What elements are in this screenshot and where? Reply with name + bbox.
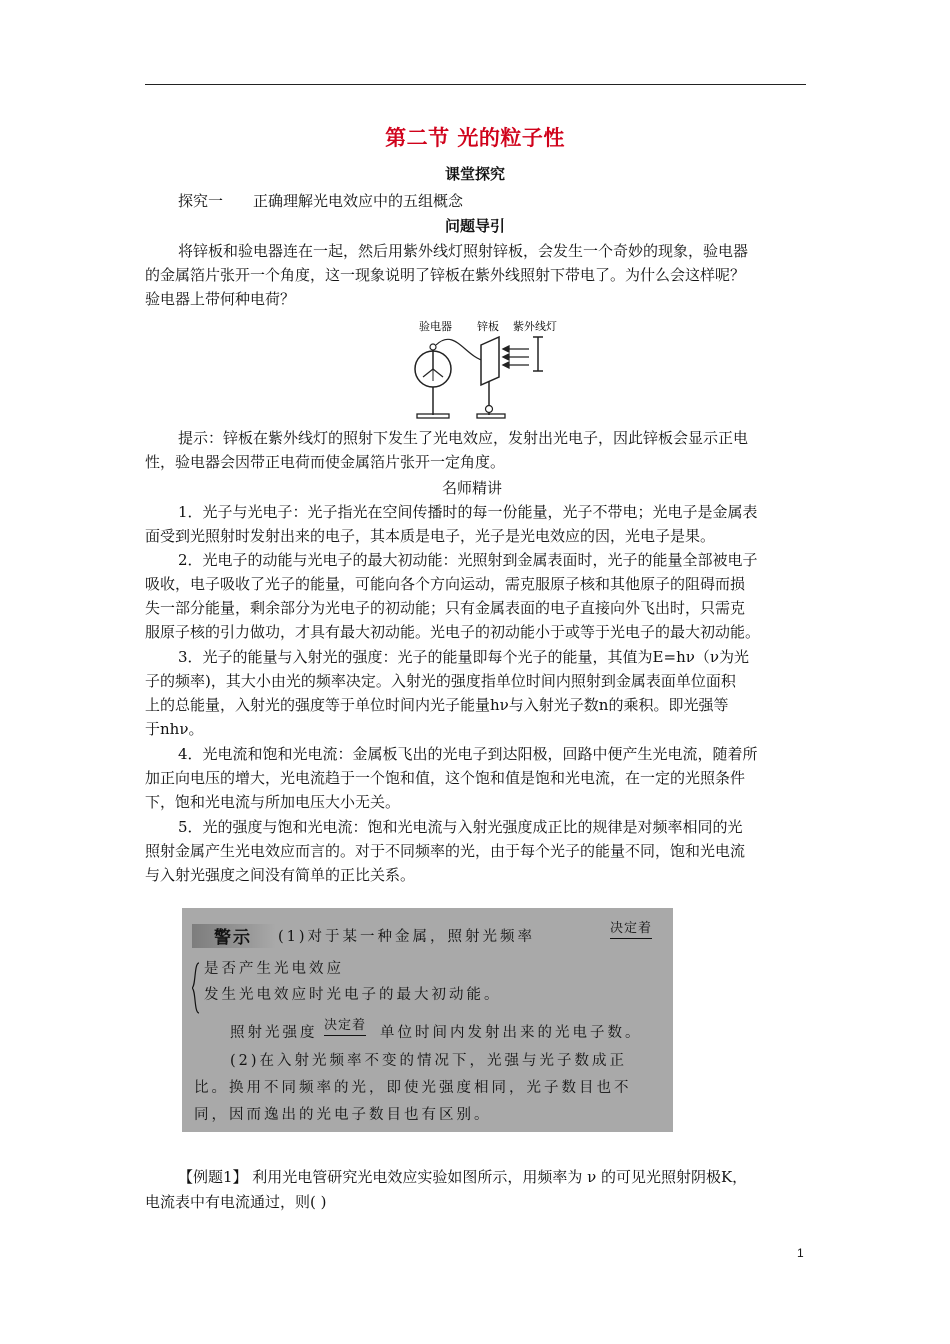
warning-line: 同，因而逸出的光电子数目也有区别。 (194, 1107, 492, 1123)
point-line: 5．光的强度与饱和光电流：饱和光电流与入射光强度成正比的规律是对频率相同的光 (178, 818, 743, 836)
explore-topic: 正确理解光电效应中的五组概念 (253, 192, 464, 210)
uv-lamp-icon (533, 337, 543, 371)
header-rule (145, 84, 806, 85)
warning-line: 照射光强度 (230, 1025, 318, 1041)
electroscope-label: 验电器 (419, 320, 452, 333)
uv-ray-arrows (503, 346, 529, 368)
point-line: 于nhν。 (145, 720, 204, 738)
point-line: 失一部分能量，剩余部分为光电子的初动能；只有金属表面的电子直接向外飞出时，只需克 (145, 599, 746, 617)
question-line: 将锌板和验电器连在一起，然后用紫外线灯照射锌板，会发生一个奇妙的现象，验电器 (178, 242, 749, 260)
arrow-label: 决定着 (324, 1014, 366, 1036)
point-line: 下，饱和光电流与所加电压大小无关。 (145, 793, 401, 811)
explore-label: 探究一 (178, 192, 224, 210)
zinc-plate-icon (481, 337, 499, 385)
page-title: 第二节 光的粒子性 (385, 125, 565, 150)
point-line: 子的频率)，其大小由光的频率决定。入射光的强度指单位时间内照射到金属表面单位面积 (145, 672, 736, 690)
warning-line: 是否产生光电效应 (204, 961, 344, 977)
point-line: 与入射光强度之间没有简单的正比关系。 (145, 866, 416, 884)
point-line: 面受到光照射时发射出来的电子，其本质是电子，光子是光电效应的因，光电子是果。 (145, 527, 716, 545)
uv-lamp-label: 紫外线灯 (513, 320, 557, 333)
hint-line: 性，验电器会因带正电荷而使金属箔片张开一定角度。 (145, 453, 506, 471)
example-line: 【例题1】 利用光电管研究光电效应实验如图所示，用频率为 ν 的可见光照射阴极K， (178, 1168, 748, 1186)
warning-tag: 警示 (192, 924, 276, 948)
warning-line: 单位时间内发射出来的光电子数。 (380, 1025, 643, 1041)
section-heading: 课堂探究 (444, 165, 505, 183)
hint-line: 提示：锌板在紫外线灯的照射下发生了光电效应，发射出光电子，因此锌板会显示正电 (178, 429, 749, 447)
point-line: 4．光电流和饱和光电流：金属板飞出的光电子到达阳极，回路中便产生光电流，随着所 (178, 745, 758, 763)
arrow-label: 决定着 (610, 917, 652, 939)
point-line: 2．光电子的动能与光电子的最大初动能：光照射到金属表面时，光子的能量全部被电子 (178, 551, 758, 569)
point-line: 加正向电压的增大，光电流趋于一个饱和值，这个饱和值是饱和光电流，在一定的光照条件 (145, 769, 746, 787)
point-line: 1．光子与光电子：光子指光在空间传播时的每一份能量，光子不带电；光电子是金属表 (178, 503, 758, 521)
warning-line: 发生光电效应时光电子的最大初动能。 (204, 987, 502, 1003)
question-line: 的金属箔片张开一个角度，这一现象说明了锌板在紫外线照射下带电了。为什么会这样呢？ (145, 266, 746, 284)
zinc-plate-label: 锌板 (477, 320, 499, 333)
brace-icon (192, 962, 200, 1014)
point-line: 吸收，电子吸收了光子的能量，可能向各个方向运动，需克服原子核和其他原子的阻碍而损 (145, 575, 746, 593)
point-line: 3．光子的能量与入射光的强度：光子的能量即每个光子的能量，其值为E=hν（ν为光 (178, 648, 749, 666)
point-line: 服原子核的引力做功，才具有最大初动能。光电子的初动能小于或等于光电子的最大初动能。 (145, 623, 761, 641)
warning-line: 比。换用不同频率的光，即使光强度相同，光子数目也不 (194, 1080, 632, 1096)
question-heading: 问题导引 (444, 217, 505, 235)
point-line: 上的总能量，入射光的强度等于单位时间内光子能量hν与入射光子数n的乘积。即光强等 (145, 696, 729, 714)
master-heading: 名师精讲 (442, 479, 503, 497)
example-line: 电流表中有电流通过，则( ) (145, 1193, 327, 1211)
page-number: 1 (797, 1246, 804, 1260)
warning-line: (1)对于某一种金属，照射光频率 (278, 929, 536, 945)
photoelectric-figure (405, 317, 585, 423)
warning-line: (2)在入射光频率不变的情况下，光强与光子数成正 (230, 1053, 628, 1069)
question-line: 验电器上带何种电荷？ (145, 290, 296, 308)
point-line: 照射金属产生光电效应而言的。对于不同频率的光，由于每个光子的能量不同，饱和光电流 (145, 842, 746, 860)
warning-box (182, 908, 673, 1132)
